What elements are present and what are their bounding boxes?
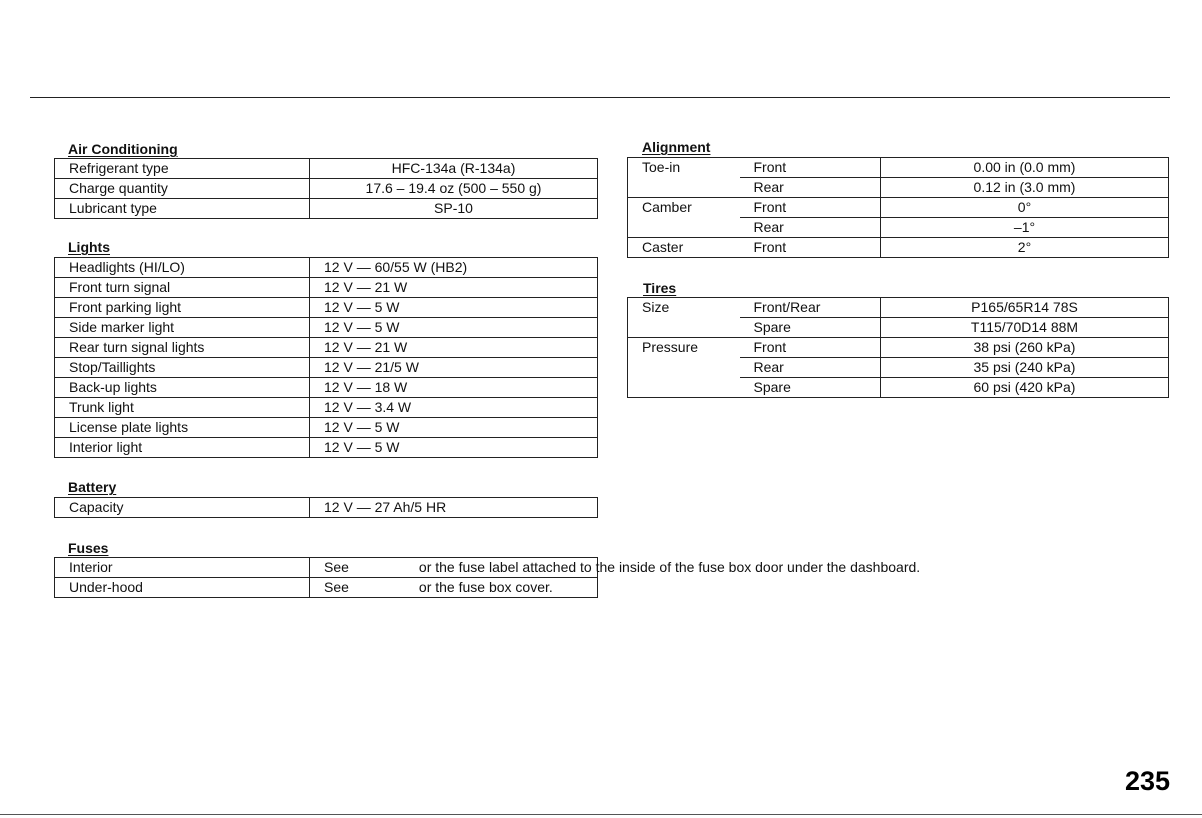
table-row — [55, 358, 598, 378]
table-row — [628, 378, 1169, 398]
spec-position: Rear — [740, 358, 881, 378]
spec-value: 12 V — 18 W — [310, 378, 598, 398]
spec-value: SP-10 — [310, 199, 598, 219]
header-rule — [30, 97, 1170, 98]
spec-position: Front/Rear — [740, 298, 881, 318]
table-row — [628, 238, 1169, 258]
table-row — [628, 358, 1169, 378]
table-row — [55, 199, 598, 219]
table-row — [55, 179, 598, 199]
fuse-note-text: or the fuse label attached to the inside of the fuse box door under the dashboard. — [418, 559, 921, 575]
lights-table — [54, 257, 598, 458]
spec-value: HFC-134a (R-134a) — [310, 159, 598, 179]
spec-label: Trunk light — [55, 398, 310, 418]
spec-label: Stop/Taillights — [55, 358, 310, 378]
spec-position: Spare — [740, 318, 881, 338]
table-row — [628, 298, 1169, 318]
spec-value: 12 V — 5 W — [310, 318, 598, 338]
spec-label: Headlights (HI/LO) — [55, 258, 310, 278]
spec-value: 60 psi (420 kPa) — [881, 378, 1169, 398]
table-row — [55, 398, 598, 418]
spec-position: Rear — [740, 218, 881, 238]
tires-table — [627, 297, 1169, 398]
tires-title: Tires — [643, 280, 677, 296]
spec-value — [310, 578, 598, 598]
table-row — [55, 418, 598, 438]
spec-group: Camber — [642, 199, 692, 215]
alignment-table — [627, 157, 1169, 258]
spec-label: Side marker light — [55, 318, 310, 338]
table-row — [55, 498, 598, 518]
table-row — [628, 158, 1169, 178]
spec-value: 0° — [881, 198, 1169, 218]
spec-value: 12 V — 27 Ah/5 HR — [310, 498, 598, 518]
spec-value: 12 V — 5 W — [310, 298, 598, 318]
spec-position: Spare — [740, 378, 881, 398]
spec-label: Interior light — [55, 438, 310, 458]
spec-group: Toe-in — [642, 159, 681, 175]
spec-label: Back-up lights — [55, 378, 310, 398]
table-row — [55, 258, 598, 278]
table-row — [55, 318, 598, 338]
spec-value: 12 V — 5 W — [310, 418, 598, 438]
spec-label: Under-hood — [55, 578, 310, 598]
spec-position: Front — [740, 198, 881, 218]
battery-table — [54, 497, 598, 518]
spec-group: Size — [642, 299, 670, 315]
spec-group — [628, 358, 740, 378]
table-row — [55, 338, 598, 358]
spec-value: 12 V — 60/55 W (HB2) — [310, 258, 598, 278]
air-conditioning-title: Air Conditioning — [68, 141, 178, 157]
alignment-title: Alignment — [642, 139, 711, 155]
spec-label: Rear turn signal lights — [55, 338, 310, 358]
spec-group — [628, 318, 740, 338]
spec-value: 35 psi (240 kPa) — [881, 358, 1169, 378]
fuses-table — [54, 557, 921, 598]
spec-label: Lubricant type — [55, 199, 310, 219]
footer-rule — [0, 814, 1202, 815]
spec-group — [628, 178, 740, 198]
fuse-note-text: or the fuse box cover. — [418, 579, 553, 595]
spec-value: 12 V — 3.4 W — [310, 398, 598, 418]
spec-value: P165/65R14 78S — [881, 298, 1169, 318]
spec-label: Front turn signal — [55, 278, 310, 298]
spec-value: 12 V — 21 W — [310, 278, 598, 298]
table-row — [628, 198, 1169, 218]
spec-position: Front — [740, 158, 881, 178]
table-row — [628, 178, 1169, 198]
table-row — [55, 378, 598, 398]
table-row — [55, 438, 598, 458]
table-row — [55, 278, 598, 298]
spec-label: Capacity — [55, 498, 310, 518]
battery-title: Battery — [68, 479, 117, 495]
spec-value: 0.00 in (0.0 mm) — [881, 158, 1169, 178]
spec-value: 0.12 in (3.0 mm) — [881, 178, 1169, 198]
table-row — [55, 558, 598, 578]
table-row — [628, 218, 1169, 238]
table-row — [628, 318, 1169, 338]
spec-value: 12 V — 21 W — [310, 338, 598, 358]
table-row — [55, 159, 598, 179]
air-conditioning-table — [54, 158, 598, 219]
spec-group — [628, 218, 740, 238]
spec-position: Front — [740, 238, 881, 258]
spec-group: Pressure — [642, 339, 699, 355]
spec-value: T115/70D14 88M — [881, 318, 1169, 338]
spec-value: 2° — [881, 238, 1169, 258]
lights-title: Lights — [68, 239, 110, 255]
spec-group — [628, 378, 740, 398]
spec-label: License plate lights — [55, 418, 310, 438]
spec-value: –1° — [881, 218, 1169, 238]
spec-value: 17.6 – 19.4 oz (500 – 550 g) — [310, 179, 598, 199]
spec-label: Charge quantity — [55, 179, 310, 199]
spec-label: Refrigerant type — [55, 159, 310, 179]
spec-label: Interior — [55, 558, 310, 578]
fuse-see-text: See — [324, 579, 349, 595]
spec-label: Front parking light — [55, 298, 310, 318]
table-row — [55, 578, 598, 598]
fuses-title: Fuses — [68, 540, 109, 556]
spec-group: Caster — [628, 238, 740, 258]
spec-value: 38 psi (260 kPa) — [881, 338, 1169, 358]
spec-position: Rear — [740, 178, 881, 198]
spec-value: 12 V — 21/5 W — [310, 358, 598, 378]
spec-value: 12 V — 5 W — [310, 438, 598, 458]
fuse-see-text: See — [324, 559, 349, 575]
table-row — [55, 298, 598, 318]
spec-position: Front — [740, 338, 881, 358]
page-number: 235 — [1124, 766, 1170, 796]
table-row — [628, 338, 1169, 358]
spec-value — [310, 558, 921, 578]
